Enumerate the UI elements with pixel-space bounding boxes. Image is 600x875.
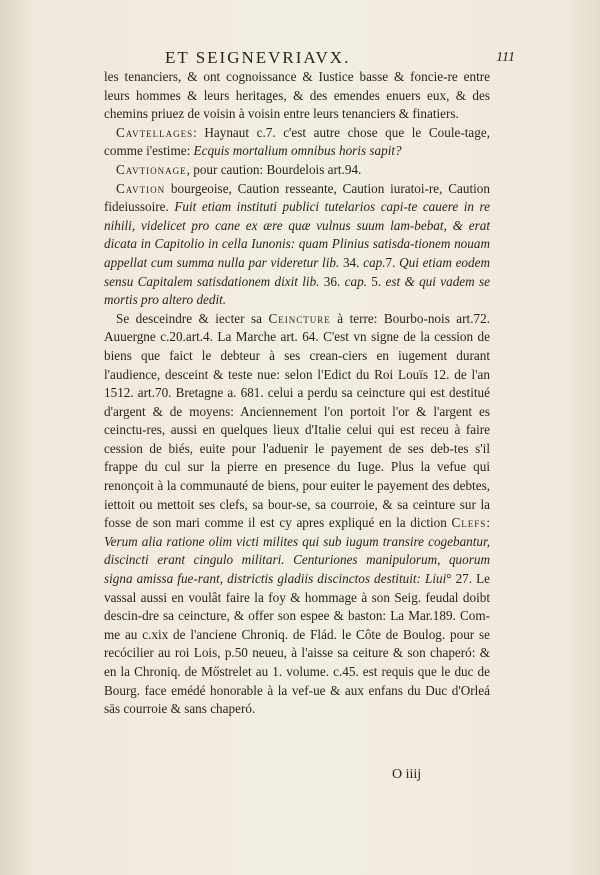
text-run: ° 27. Le vassal aussi en voulât faire la foy & hommage à son Seig. feudal doibt descin-dre sa ceincture, & offer son espee & baston: La Mar.189. Com-me au c.xix de l'anciene Chroniq. de Flád. le Côte de Boulog. pour se recócilier au roi Lois, p.50 neueu, à l'aisse sa ceiture & son chaperó: & en la Chroniq. de Mőstrelet au 1. volume. c.45. est requis que le duc de Bourg. face emédé honorable à la vef-ue & aux enfans du Duc d'Orleá sās courroie & sans chaperó. [104, 571, 491, 717]
text-run: : Haynaut c.7. c'est autre chose que le Coule-tage, comme i'estime: [104, 124, 490, 159]
paragraph [104, 310, 490, 719]
body-text [104, 68, 490, 719]
latin-quotation: cap. [344, 273, 367, 289]
text-run: les tenanciers, & ont cognoissance & Iustice basse & foncie-re entre leurs hommes & leurs heritages, & des emendes enuers eux, & des chemins priuez de voisin à voisin entre leurs tenanciers & finatiers. [104, 69, 490, 122]
paragraph [104, 68, 490, 124]
text-run: 36. [319, 273, 345, 289]
entry-headword: Clefs [451, 515, 487, 531]
latin-quotation: est & qui vadem se mortis pro altero dedit. [104, 273, 490, 308]
entry-headword: Cavtellages [116, 124, 194, 140]
text-run: 34. [339, 254, 364, 270]
paragraph [104, 180, 490, 310]
entry-headword: Cavtionage [116, 161, 187, 177]
paragraph [104, 124, 490, 161]
text-run: , pour caution: Bourdelois art.94. [186, 161, 362, 177]
text-run: à terre: Bourbo-nois art.72. Auuergne c.20.art.4. La Marche art. 64. C'est vn signe de la cession de biens que faict le debteur à ses crean-ciers en iugement durant l'audience, desceint & teste nue: selon l'Edict du Roi Louïs 12. de l'an 1512. art.70. Bretagne a. 681. celui a perdu sa ceincture qui est destitué d'argent & de moyens: Anciennement l'on portoit l'or & l'argent es ceinctu-res, aussi en quelques lieux d'Italie celui qui est receu à faire cession de biés, euite pour l'aduenir le payement de ses deb-tes s'il frappe du cul sur la pierre en presence du Iuge. Plus la vefue qui renonçoit à la communauté de biens, pour euiter le payement des debtes, iettoit ou mettoit ses clefs, sa bour-se, sa courroie, & sa ceinture sur la fosse de son mari comme il est cy apres expliqué en la diction [104, 310, 490, 531]
latin-quotation: cap. [363, 254, 386, 270]
latin-quotation: Ecquis mortalium omnibus horis sapit? [193, 143, 402, 159]
text-run: Se desceindre & iecter sa [116, 310, 269, 326]
latin-quotation: Fuit etiam instituti publici tutelarios capi-te cauere in re nihili, videlicet pro cane ex ære quæ vulnus suum lam-bebat, & erat dicata in Capitolio in cella Iunonis: quam Plinius satisda-tionem nouam appellat cum summa nulla par videretur lib. [104, 199, 490, 270]
entry-headword: Cavtion [116, 180, 166, 196]
paragraph [104, 161, 490, 180]
text-run: bourgeoise, Caution resseante, Caution iuratoi-re, Caution fideiussoire. [104, 180, 490, 215]
text-run: : [486, 515, 490, 531]
signature-mark: O iiij [392, 767, 422, 782]
text-run: 5. [366, 273, 386, 289]
latin-quotation: Qui etiam eodem sensu Capitalem satisdationem dixit lib. [104, 254, 490, 289]
folio-number: 111 [496, 50, 515, 65]
entry-headword: Ceincture [268, 310, 331, 326]
latin-quotation: Verum alia ratione olim victi milites qui sub iugum transire cogebantur, discincti erant cingulo militari. Centuriones manipulorum, quorum signa amissa fue-rant, districtis gladiis discinctos destituit: Liui [104, 533, 490, 587]
running-head: ET SEIGNEVRIAVX. [165, 48, 351, 67]
text-run: 7. [385, 254, 400, 270]
